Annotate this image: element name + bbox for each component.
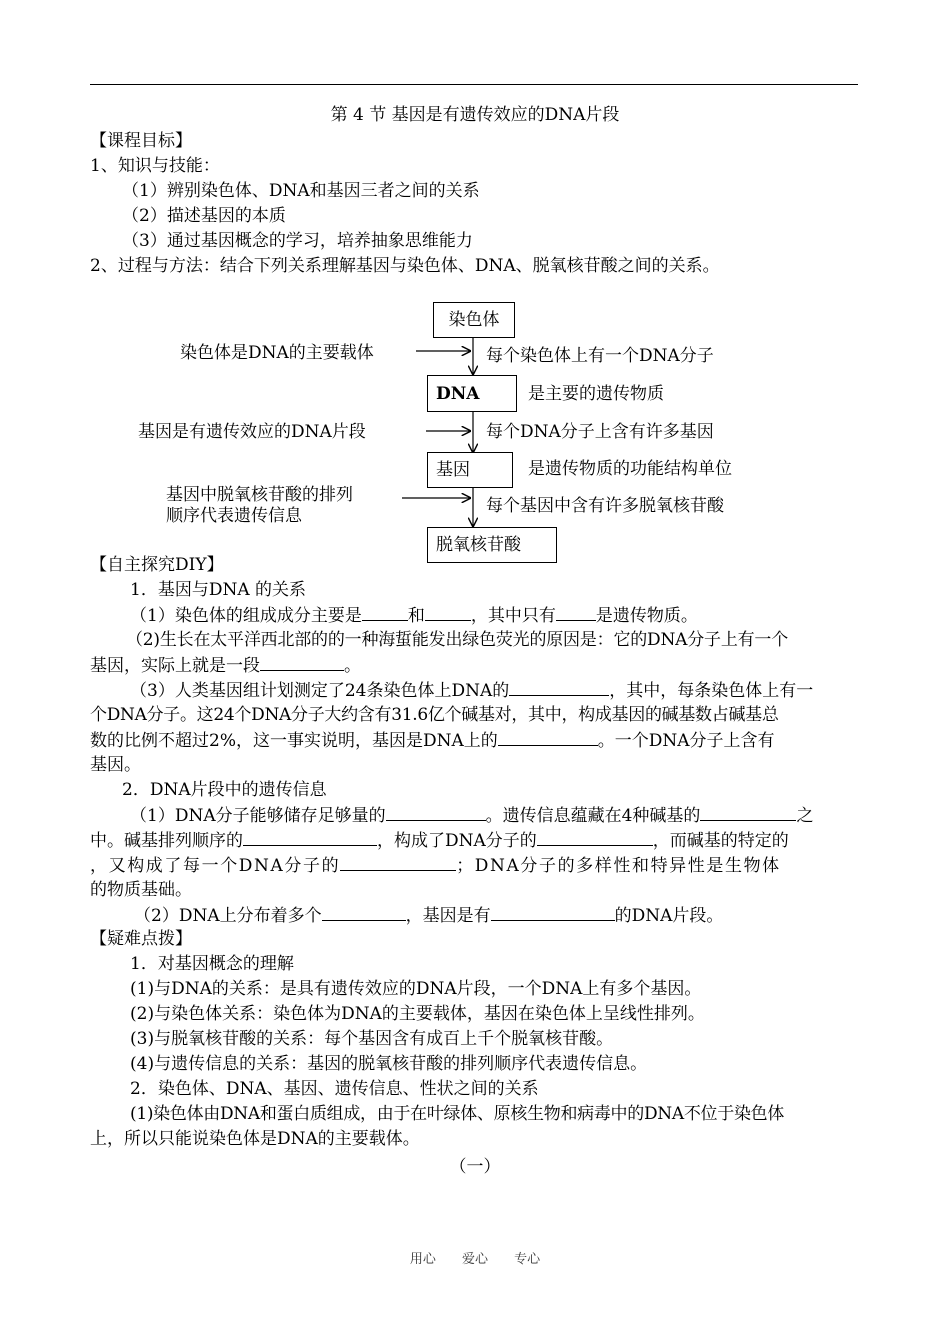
- box-gene: 基因: [427, 452, 513, 488]
- blank-9[interactable]: [243, 830, 377, 846]
- diy-p2-a: （2）DNA上分布着多个: [134, 906, 322, 926]
- diagram-left-2: 基因是有遗传效应的DNA片段: [138, 422, 366, 442]
- diy-q3-line4: 基因。: [90, 755, 141, 775]
- difficult-heading: 【疑难点拨】: [90, 929, 192, 949]
- page-title: 第 4 节 基因是有遗传效应的DNA片段: [330, 105, 620, 125]
- diy-q3-b: ，其中，每条染色体上有一: [609, 681, 814, 701]
- blank-2[interactable]: [425, 605, 471, 621]
- diy-p2-b: ，基因是有: [405, 906, 491, 926]
- goal-item-2: （2）描述基因的本质: [122, 206, 286, 226]
- diy-q3-line3: [90, 730, 775, 751]
- knowledge-heading: 1、知识与技能：: [90, 156, 220, 176]
- difficult-item-3: (3)与脱氧核苷酸的关系：每个基因含有成百上千个脱氧核苷酸。: [130, 1029, 614, 1049]
- diy-p1-line4: 的物质基础。: [90, 880, 192, 900]
- difficult-subheading-1: 1．对基因概念的理解: [130, 954, 294, 974]
- diagram-right-1: 每个染色体上有一个DNA分子: [486, 346, 714, 366]
- diagram-right-3: 每个DNA分子上含有许多基因: [486, 422, 714, 442]
- diagram-right-2: 是主要的遗传物质: [528, 384, 664, 404]
- diagram-left-1: 染色体是DNA的主要载体: [180, 343, 374, 363]
- diy-p1-c: 之: [796, 806, 814, 826]
- diy-subheading-1: 1．基因与DNA 的关系: [130, 580, 307, 600]
- goals-heading: 【课程目标】: [90, 131, 192, 151]
- goal-item-3: （3）通过基因概念的学习，培养抽象思维能力: [122, 231, 473, 251]
- difficult-para-1: (1)染色体由DNA和蛋白质组成，由于在叶绿体、原核生物和病毒中的DNA不位于染色体: [130, 1104, 785, 1124]
- blank-13[interactable]: [491, 905, 615, 921]
- diy-p1-line3: [90, 855, 781, 876]
- blank-5[interactable]: [509, 680, 609, 696]
- difficult-item-1: (1)与DNA的关系：是具有遗传效应的DNA片段，一个DNA上有多个基因。: [130, 979, 702, 999]
- diy-p1-line2: [90, 830, 789, 851]
- process-heading: 2、过程与方法：结合下列关系理解基因与染色体、DNA、脱氧核苷酸之间的关系。: [90, 256, 720, 276]
- diy-q1-d: 是遗传物质。: [595, 606, 698, 626]
- page-footer: 用心 爱心 专心: [409, 1252, 541, 1267]
- diy-p1-f: ，而碱基的特定的: [652, 831, 789, 851]
- box-nucleotide: 脱氧核苷酸: [427, 527, 557, 563]
- diy-p1-h: ；DNA分子的多样性和特异性是生物体: [456, 856, 781, 876]
- blank-10[interactable]: [537, 830, 653, 846]
- blank-3[interactable]: [556, 605, 596, 621]
- diy-q2-line2: [90, 655, 361, 676]
- diy-q2-b: 基因，实际上就是一段: [90, 656, 260, 676]
- difficult-item-4: (4)与遗传信息的关系：基因的脱氧核苷酸的排列顺序代表遗传信息。: [130, 1054, 648, 1074]
- diagram-left-3a: 基因中脱氧核苷酸的排列: [166, 485, 353, 505]
- diy-p1-e: ，构成了DNA分子的: [377, 831, 537, 851]
- diy-p1-g: ，又构成了每一个DNA分子的: [90, 856, 341, 876]
- diy-q3-a: （3）人类基因组计划测定了24条染色体上DNA的: [130, 681, 510, 701]
- diy-p2-c: 的DNA片段。: [614, 906, 724, 926]
- blank-11[interactable]: [340, 855, 456, 871]
- diy-p1-line1: [130, 805, 813, 826]
- diy-heading: 【自主探究DIY】: [90, 555, 224, 575]
- diagram-right-4: 是遗传物质的功能结构单位: [528, 459, 732, 479]
- blank-1[interactable]: [362, 605, 408, 621]
- diagram-left-3b: 顺序代表遗传信息: [166, 506, 302, 526]
- diy-q2-c: 。: [344, 656, 361, 676]
- blank-8[interactable]: [700, 805, 796, 821]
- diy-subheading-2: 2．DNA片段中的遗传信息: [122, 780, 327, 800]
- diy-p2: [134, 905, 723, 926]
- diy-q3-line1: [130, 680, 813, 701]
- section-marker: （一）: [449, 1157, 501, 1177]
- diagram-right-5: 每个基因中含有许多脱氧核苷酸: [486, 496, 724, 516]
- header-rule: [90, 84, 858, 85]
- diy-q1-c: ，其中只有: [470, 606, 556, 626]
- difficult-para-2: 上，所以只能说染色体是DNA的主要载体。: [90, 1129, 420, 1149]
- box-dna: DNA: [427, 375, 517, 412]
- difficult-item-2: (2)与染色体关系：染色体为DNA的主要载体，基因在染色体上呈线性排列。: [130, 1004, 705, 1024]
- goal-item-1: （1）辨别染色体、DNA和基因三者之间的关系: [122, 181, 480, 201]
- blank-6[interactable]: [498, 730, 598, 746]
- diy-q3-e: 。一个DNA分子上含有: [597, 731, 775, 751]
- diy-p1-d: 中。碱基排列顺序的: [90, 831, 243, 851]
- blank-4[interactable]: [260, 655, 344, 671]
- box-chromosome: 染色体: [433, 302, 515, 338]
- diy-q1: [130, 605, 698, 626]
- diy-p1-b: 。遗传信息蕴藏在4种碱基的: [485, 806, 701, 826]
- diy-q3-d: 数的比例不超过2%，这一事实说明，基因是DNA上的: [90, 731, 498, 751]
- diy-q1-a: （1）染色体的组成成分主要是: [130, 606, 362, 626]
- blank-12[interactable]: [322, 905, 406, 921]
- difficult-subheading-2: 2．染色体、DNA、基因、遗传信息、性状之间的关系: [130, 1079, 539, 1099]
- diy-p1-a: （1）DNA分子能够储存足够量的: [130, 806, 386, 826]
- diy-q2-line1: （2)生长在太平洋西北部的的一种海蜇能发出绿色荧光的原因是：它的DNA分子上有一个: [126, 630, 789, 650]
- blank-7[interactable]: [386, 805, 486, 821]
- diy-q3-line2: 个DNA分子。这24个DNA分子大约含有31.6亿个碱基对，其中，构成基因的碱基数占碱基总: [90, 705, 779, 725]
- diy-q1-b: 和: [407, 606, 425, 626]
